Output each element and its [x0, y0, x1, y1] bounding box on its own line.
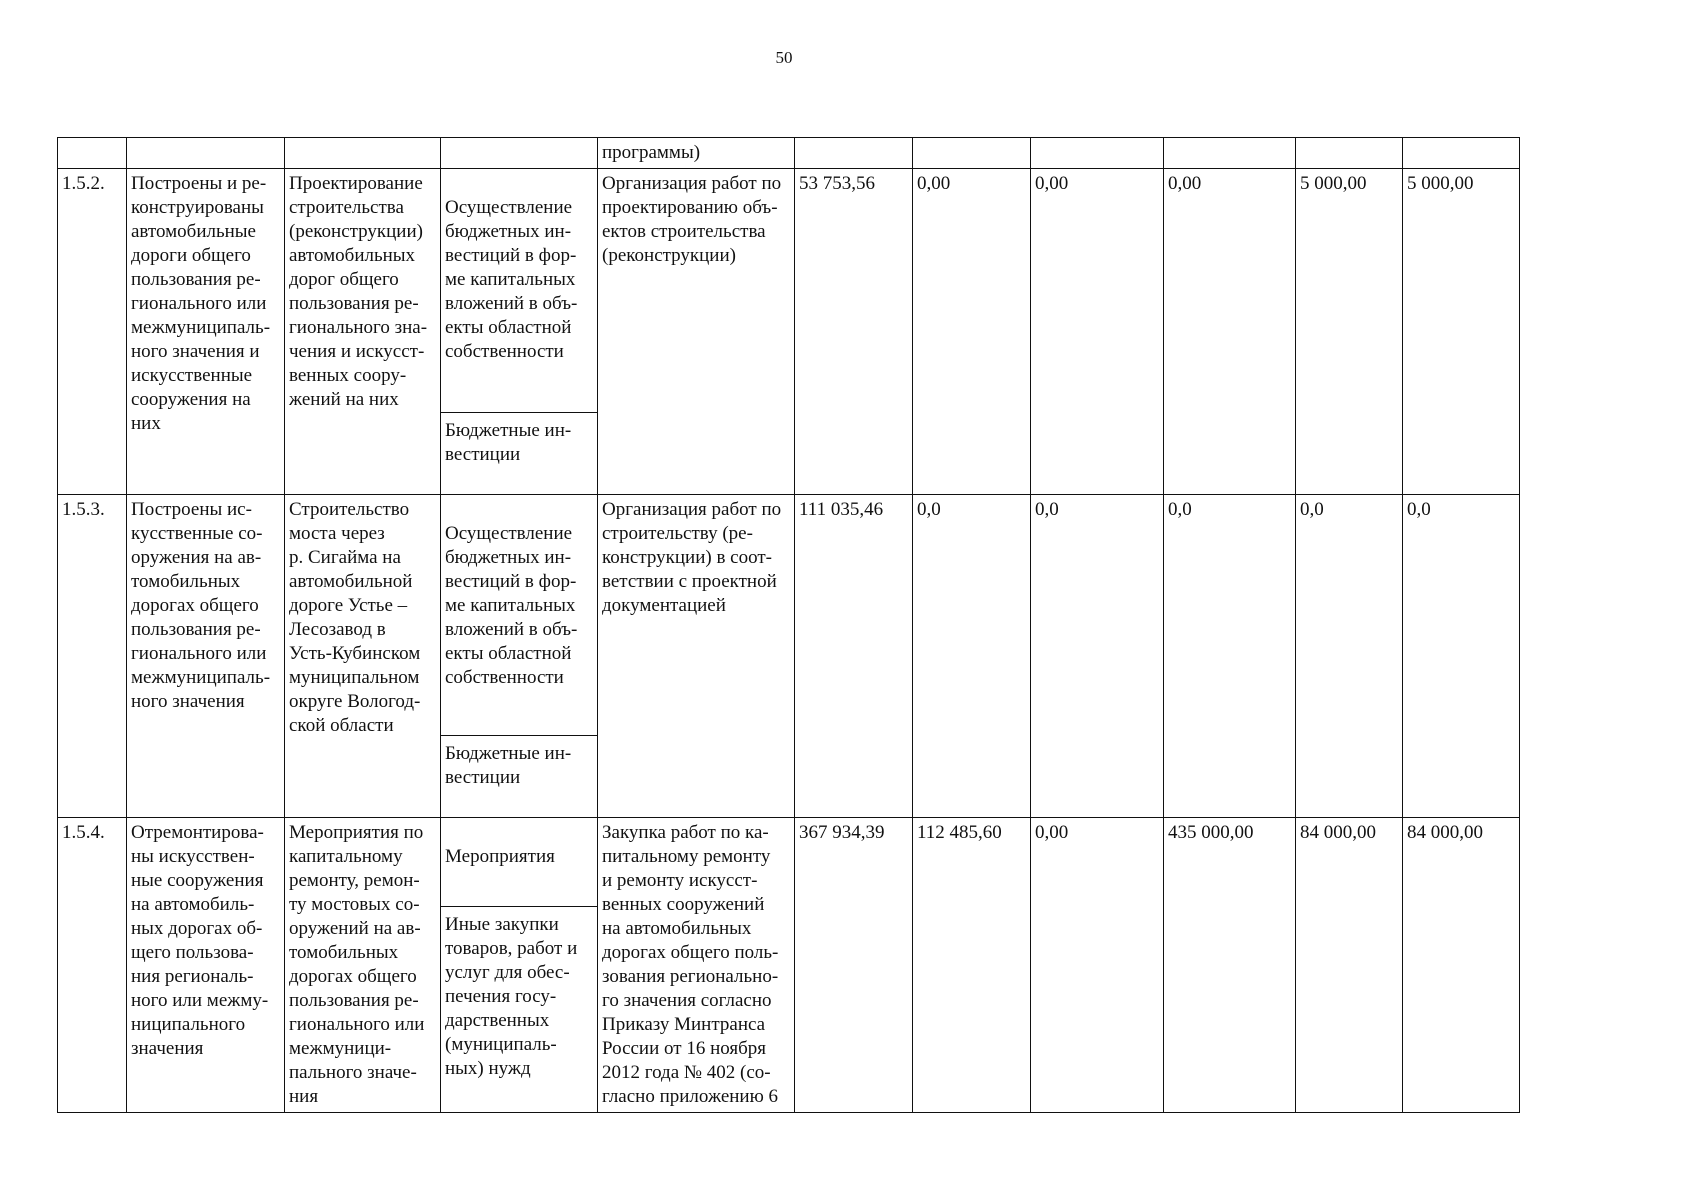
budget-table [57, 137, 1520, 1113]
cell-work: программы) [598, 138, 795, 169]
direction-main: Мероприятия [445, 846, 555, 867]
direction-main: Осуществление бюджетных ин- вестиций в фор- ме капитальных вложений в объ- екты областной собственности [445, 523, 578, 688]
table-row [58, 818, 1520, 1113]
value-1: 367 934,39 [795, 818, 913, 1113]
cell-value [1296, 138, 1403, 169]
page-number: 50 [775, 48, 793, 67]
value-3: 0,00 [1031, 169, 1164, 495]
row-number: 1.5.4. [58, 818, 127, 1113]
value-2: 0,0 [913, 495, 1031, 818]
direction-sub: Иные закупки товаров, работ и услуг для обес- печения госу- дарственных (муниципаль- ных) нужд [441, 906, 597, 1084]
direction-main: Осуществление бюджетных ин- вестиций в фор- ме капитальных вложений в объ- екты областной собственности [445, 197, 578, 362]
continuation-row [58, 138, 1520, 169]
direction-sub: Бюджетные ин- вестиции [441, 412, 597, 470]
cell-event [285, 138, 441, 169]
value-3: 0,0 [1031, 495, 1164, 818]
cell-direction [441, 138, 598, 169]
event-name: Мероприятия по капитальному ремонту, ремон- ту мостовых со- оружений на ав- томобильных дорогах общего пользования ре- гионального или межмуници- пального значе- ния [285, 818, 441, 1113]
cell-value [795, 138, 913, 169]
value-5: 5 000,00 [1296, 169, 1403, 495]
value-6: 84 000,00 [1403, 818, 1520, 1113]
cell-value [1403, 138, 1520, 169]
expense-direction [441, 169, 598, 495]
expense-direction [441, 818, 598, 1113]
expected-result: Построены ис- кусственные со- оружения на ав- томобильных дорогах общего пользования ре- гионального или межмуниципаль- ного значения [127, 495, 285, 818]
value-3: 0,00 [1031, 818, 1164, 1113]
event-name: Строительство моста через р. Сигайма на автомобильной дороге Устье – Лесозавод в Усть-Кубинском муниципальном округе Вологод- ской области [285, 495, 441, 818]
work-description: Закупка работ по ка- питальному ремонту и ремонту искусст- венных сооружений на автомобильных дорогах общего поль- зования регионально- го значения согласно Приказу Минтранса России от 16 ноября 2012 года № 402 (со- гласно приложению 6 [598, 818, 795, 1113]
cell-value [1164, 138, 1296, 169]
value-2: 0,00 [913, 169, 1031, 495]
table-row [58, 169, 1520, 495]
cell-value [913, 138, 1031, 169]
row-number: 1.5.2. [58, 169, 127, 495]
value-5: 0,0 [1296, 495, 1403, 818]
direction-sub: Бюджетные ин- вестиции [441, 735, 597, 793]
cell-value [1031, 138, 1164, 169]
value-2: 112 485,60 [913, 818, 1031, 1113]
work-description: Организация работ по проектированию объ- ектов строительства (реконструкции) [598, 169, 795, 495]
value-6: 5 000,00 [1403, 169, 1520, 495]
value-1: 53 753,56 [795, 169, 913, 495]
value-4: 0,00 [1164, 169, 1296, 495]
value-4: 0,0 [1164, 495, 1296, 818]
event-name: Проектирование строительства (реконструкции) автомобильных дорог общего пользования ре- гионального зна- чения и искусст- венных соору- жений на них [285, 169, 441, 495]
value-5: 84 000,00 [1296, 818, 1403, 1113]
value-6: 0,0 [1403, 495, 1520, 818]
work-description: Организация работ по строительству (ре- конструкции) в соот- ветствии с проектной документацией [598, 495, 795, 818]
expense-direction [441, 495, 598, 818]
row-number: 1.5.3. [58, 495, 127, 818]
expected-result: Построены и ре- конструированы автомобильные дороги общего пользования ре- гионального или межмуниципаль- ного значения и искусственные сооружения на них [127, 169, 285, 495]
value-4: 435 000,00 [1164, 818, 1296, 1113]
expected-result: Отремонтирова- ны искусствен- ные сооружения на автомобиль- ных дорогах об- щего пользова- ния региональ- ного или межму- ниципального значения [127, 818, 285, 1113]
value-1: 111 035,46 [795, 495, 913, 818]
table-row [58, 495, 1520, 818]
cell-num [58, 138, 127, 169]
cell-result [127, 138, 285, 169]
